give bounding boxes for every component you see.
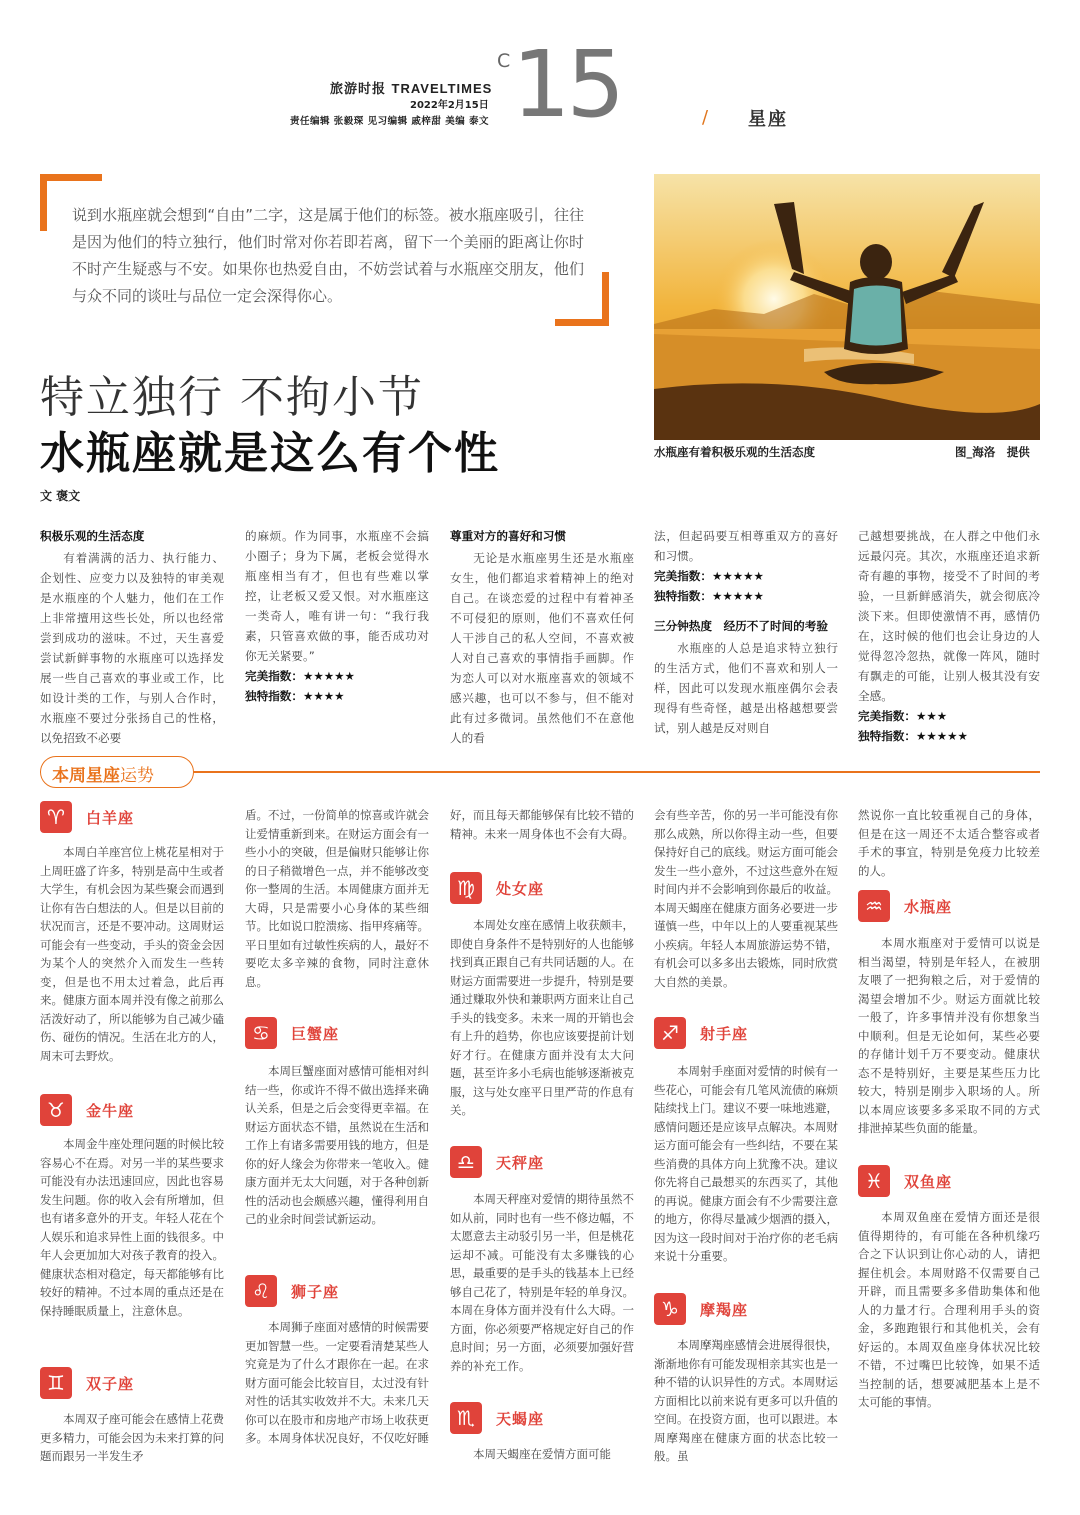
scorpio-icon: ♏ xyxy=(450,1402,482,1434)
sign-header-virgo: ♍ 处女座 xyxy=(450,870,544,906)
sign-header-leo: ♌ 狮子座 xyxy=(245,1273,339,1309)
perfect-index: 完美指数：★★★ xyxy=(858,709,948,723)
fortune-scorpio: 本周天蝎座在爱情方面可能 xyxy=(473,1447,611,1461)
article-col-1 xyxy=(40,526,224,748)
fortune-capricorn-cont: 然说你一直比较重视自己的身体，但是在这一周还不太适合整容或者手术的事宜，特别是免疫力比较差的人。 xyxy=(858,808,1040,878)
fortune-leo-cont: 好，而且每天都能够保有比较不错的精神。未来一周身体也不会有大碍。 xyxy=(450,808,634,841)
fortune-pisces: 本周双鱼座在爱情方面还是很值得期待的，有可能在各种机缘巧合之下认识到让你心动的人，请把握住机会。本周财路不仅需要自己开辟，而且需要多多借助集体和他人的力量才行。合理利用手头的资金，多跑跑银行和其他机关，会有好运的。本周双鱼座身体状况比较不错，不过嘴巴比较馋，如果不适当控制的话，想要减肥基本上是不太可能的事情。 xyxy=(858,1210,1040,1409)
photo-caption: 水瓶座有着积极乐观的生活态度 xyxy=(654,445,815,459)
sign-header-gemini: ♊ 双子座 xyxy=(40,1365,134,1401)
pisces-icon: ♓ xyxy=(858,1165,890,1197)
editors-line: 责任编辑 张毅琛 见习编辑 戚梓甜 美编 泰文 xyxy=(290,116,490,127)
intro-text: 说到水瓶座就会想到“自由”二字，这是属于他们的标签。被水瓶座吸引，往往是因为他们的特立独行，他们时常对你若即若离，留下一个美丽的距离让你时不时产生疑惑与不安。如果你也热爱自由，不妨尝试着与水瓶座交朋友，他们与众不同的谈吐与品位一定会深得你心。 xyxy=(72,206,584,305)
sign-header-pisces: ♓ 双鱼座 xyxy=(858,1163,952,1199)
unique-index: 独特指数：★★★★ xyxy=(245,689,345,703)
sign-header-taurus: ♉ 金牛座 xyxy=(40,1092,134,1128)
gemini-icon: ♊ xyxy=(40,1367,72,1399)
paper-name: 旅游时报 TRAVELTIMES xyxy=(330,81,493,97)
perfect-index: 完美指数：★★★★★ xyxy=(654,569,764,583)
sign-header-aries: ♈ 白羊座 xyxy=(40,799,134,835)
paragraph: 有着满满的活力、执行能力、企划性、应变力以及独特的审美观是水瓶座的个人魅力，他们在工作上非常擅用这些长处，所以也经常尝到成功的滋味。不过，天生喜爱尝试新鲜事物的水瓶座可以选择发展一些自己喜欢的事业或工作，比如设计类的工作，与别人合作时，水瓶座不要过分张扬自己的性格，以免招致不必要 xyxy=(40,551,224,745)
fortune-cancer: 本周巨蟹座面对感情可能相对纠结一些，你或许不得不做出选择来确认关系，但是之后会变得更幸福。在财运方面状态不错，虽然说在生活和工作上有诸多需要用钱的地方，但是你的好人缘会为你带来一笔收入。健康方面并无太大问题，对于各种创新性的活动也会颇感兴趣，懂得利用自己的业余时间尝试新运动。 xyxy=(245,1064,429,1226)
fortune-capricorn: 本周摩羯座感情会进展得很快，渐渐地你有可能发现相亲其实也是一种不错的认识异性的方式。本周财运方面相比以前来说有更多可以升值的空间。在投资方面，也可以跟进。本周摩羯座在健康方面的状态比较一般。虽 xyxy=(654,1338,838,1463)
headline-line2: 水瓶座就是这么有个性 xyxy=(40,428,500,479)
subheading: 尊重对方的喜好和习惯 xyxy=(450,529,566,543)
page-number: 15 xyxy=(512,31,622,138)
section-title: 星座 xyxy=(748,109,788,130)
fortune-scorpio-cont: 会有些辛苦，你的另一半可能没有你那么成熟，所以你得主动一些，但要保持好自己的底线。财运方面可能会发生一些小意外，不过这些意外在短时间内并不会影响到你最后的收益。本周天蝎座在健康方面务必要进一步谨慎一些，中年以上的人要重视某些小疾病。年轻人本周旅游运势不错，有机会可以多多出去锻炼，同时欣赏大自然的美景。 xyxy=(654,808,838,989)
virgo-icon: ♍ xyxy=(450,872,482,904)
cancer-icon: ♋ xyxy=(245,1017,277,1049)
photo-woman-sunset xyxy=(654,174,1040,440)
paragraph: 的麻烦。作为同事，水瓶座不会搞小圈子；身为下属，老板会觉得水瓶座相当有才，但也有些难以掌控，让老板又爱又恨。对水瓶座这一类奇人，唯有讲一句：“我行我素，只管喜欢做的事，能否成功对你无关紧要。” xyxy=(245,529,429,663)
fortune-leo: 本周狮子座面对感情的时候需要更加智慧一些。一定要看清楚某些人究竟是为了什么才跟你在一起。在求财方面可能会比较盲目，太过没有针对性的话其实收效并不大。未来几天你可以在股市和房地产市场上收获更多。本周身体状况良好，不仅吃好睡 xyxy=(245,1320,429,1445)
perfect-index: 完美指数：★★★★★ xyxy=(245,669,355,683)
sign-header-capricorn: ♑ 摩羯座 xyxy=(654,1291,748,1327)
taurus-icon: ♉ xyxy=(40,1094,72,1126)
section-divider: / xyxy=(702,107,709,128)
sign-header-cancer: ♋ 巨蟹座 xyxy=(245,1015,339,1051)
sign-header-aquarius: ♒ 水瓶座 xyxy=(858,888,952,924)
photo-credit: 图_海洛 提供 xyxy=(955,445,1030,459)
fortune-sagittarius: 本周射手座面对爱情的时候有一些花心，可能会有几笔风流债的麻烦陆续找上门。建议不要一味地逃避，感情问题还是应该早点解决。本周财运方面可能会有一些纠结，不要在某些消费的具体方向上犹豫不决。建议你先将自己最想买的东西买了，其他的再说。健康方面会有不少需要注意的地方，你得尽量减少烟酒的摄入，因为这一段时间对于治疗你的老毛病来说十分重要。 xyxy=(654,1064,838,1263)
subheading: 积极乐观的生活态度 xyxy=(40,529,145,543)
fortune-aquarius: 本周水瓶座对于爱情可以说是相当渴望，特别是年轻人，在被朋友喂了一把狗粮之后，对于爱情的渴望会增加不少。财运方面就比较一般了，许多事情并没有你想象当中顺利。但是无论如何，某些必要的存储计划千万不要变动。健康状态不是特别好，主要是某些压力比较大，特别是刚步入职场的人。所以本周应该要多多采取不同的方式排泄掉某些负面的能量。 xyxy=(858,936,1040,1135)
fortune-taurus: 本周金牛座处理问题的时候比较容易心不在焉。对另一半的某些要求可能没有办法迅速回应，因此也容易发生问题。你的收入会有所增加，但也有诸多意外的开支。年轻人花在个人娱乐和追求异性上面的钱很多。中年人会更加加大对孩子教育的投入。健康状态相对稳定，每天都能够有比较好的精神。不过本周的重点还是在保持睡眠质量上，注意休息。 xyxy=(40,1137,224,1318)
fortune-title: 本周星座运势 xyxy=(52,766,154,786)
aries-icon: ♈ xyxy=(40,801,72,833)
sign-header-scorpio: ♏ 天蝎座 xyxy=(450,1400,544,1436)
unique-index: 独特指数：★★★★★ xyxy=(858,729,968,743)
byline: 文 褒文 xyxy=(40,489,81,503)
paragraph: 水瓶座的人总是追求特立独行的生活方式，他们不喜欢和别人一样，因此可以发现水瓶座偶尔会表现得有些奇怪，越是出格越想要尝试，别人越是反对则自 xyxy=(654,641,838,735)
article-col-2 xyxy=(245,526,429,706)
leo-icon: ♌ xyxy=(245,1275,277,1307)
unique-index: 独特指数：★★★★★ xyxy=(654,589,764,603)
sagittarius-icon: ♐ xyxy=(654,1017,686,1049)
sign-header-libra: ♎ 天秤座 xyxy=(450,1144,544,1180)
headline-line1: 特立独行 不拘小节 xyxy=(40,372,424,423)
fortune-gemini-cont: 盾。不过，一份简单的惊喜或许就会让爱情重新到来。在财运方面会有一些小小的突破，但是偏财只能够让你的日子稍微增色一点，并不能够改变你一整周的生活。本周健康方面并无大碍，只是需要小心身体的某些细节。比如说口腔溃疡、指甲疼痛等。平日里如有过敏性疾病的人，最好不要吃太多辛辣的食物，同时注意休息。 xyxy=(245,808,429,989)
subheading: 三分钟热度 经历不了时间的考验 xyxy=(654,619,828,633)
capricorn-icon: ♑ xyxy=(654,1293,686,1325)
issue-date: 2022年2月15日 xyxy=(410,100,489,111)
libra-icon: ♎ xyxy=(450,1146,482,1178)
fortune-virgo: 本周处女座在感情上收获颇丰，即使自身条件不是特别好的人也能够找到真正跟自己有共同话题的人。在财运方面需要进一步提升，特别是要通过赚取外快和兼职两方面来让自己手头的钱变多。未来一周的开销也会有上升的趋势，你也应该要提前计划好才行。在健康方面并没有太大问题，甚至许多小毛病也能够逐渐被克服，这与处女座平日里严苛的作息有关。 xyxy=(450,918,634,1117)
article-col-5 xyxy=(858,526,1040,746)
fortune-gemini: 本周双子座可能会在感情上花费更多精力，可能会因为未来打算的问题而跟另一半发生矛 xyxy=(40,1412,224,1463)
page-letter: C xyxy=(497,50,511,72)
paragraph: 法，但起码要互相尊重双方的喜好和习惯。 xyxy=(654,529,838,563)
fortune-libra: 本周天秤座对爱情的期待虽然不如从前，同时也有一些不修边幅，不太愿意去主动驳引另一半，但是桃花运却不减。可能没有太多赚钱的心思，最重要的是手头的钱基本上已经够自己花了，特别是年轻的单身汉。本周在身体方面并没有什么大碍。一方面，你必须要严格规定好自己的作息时间；另一方面，必须要加强好营养的补充工作。 xyxy=(450,1192,634,1373)
aquarius-icon: ♒ xyxy=(858,890,890,922)
paragraph: 无论是水瓶座男生还是水瓶座女生，他们都追求着精神上的绝对自己。在谈恋爱的过程中有着神圣不可侵犯的原则，他们不喜欢任何人干涉自己的私人空间，不喜欢被人对自己喜欢的事情指手画脚。作为恋人可以对水瓶座喜欢的领域不感兴趣，也可以不参与，但不能对此有过多微词。虽然他们不在意他人的看 xyxy=(450,551,634,745)
article-col-3 xyxy=(450,526,634,748)
paragraph: 己越想要挑战，在人群之中他们永远最闪亮。其次，水瓶座还追求新奇有趣的事物，接受不了时间的考验，一旦新鲜感消失，就会彻底冷淡下来。但即使激情不再，感情仍在，这时候的他们也会让身边的人觉得忽冷忽热，就像一阵风，随时有飘走的可能，让别人极其没有安全感。 xyxy=(858,529,1040,703)
article-col-4 xyxy=(654,526,838,738)
fortune-aries: 本周白羊座宫位上桃花星相对于上周旺盛了许多，特别是高中生或者大学生，有机会因为某些聚会而遇到让你有告白想法的人。但是以目前的状况而言，还是不要冲动。这周财运可能会有一些变动，手头的资金会因为某个人的突然介入而发生一些转变，但是也不用太过着急，此后再来。健康方面本周并没有像之前那么活泼好动了，所以能够为自己减少磕伤、碰伤的情况。生活在北方的人，周末可去野炊。 xyxy=(40,845,224,1063)
sign-header-sagittarius: ♐ 射手座 xyxy=(654,1015,748,1051)
